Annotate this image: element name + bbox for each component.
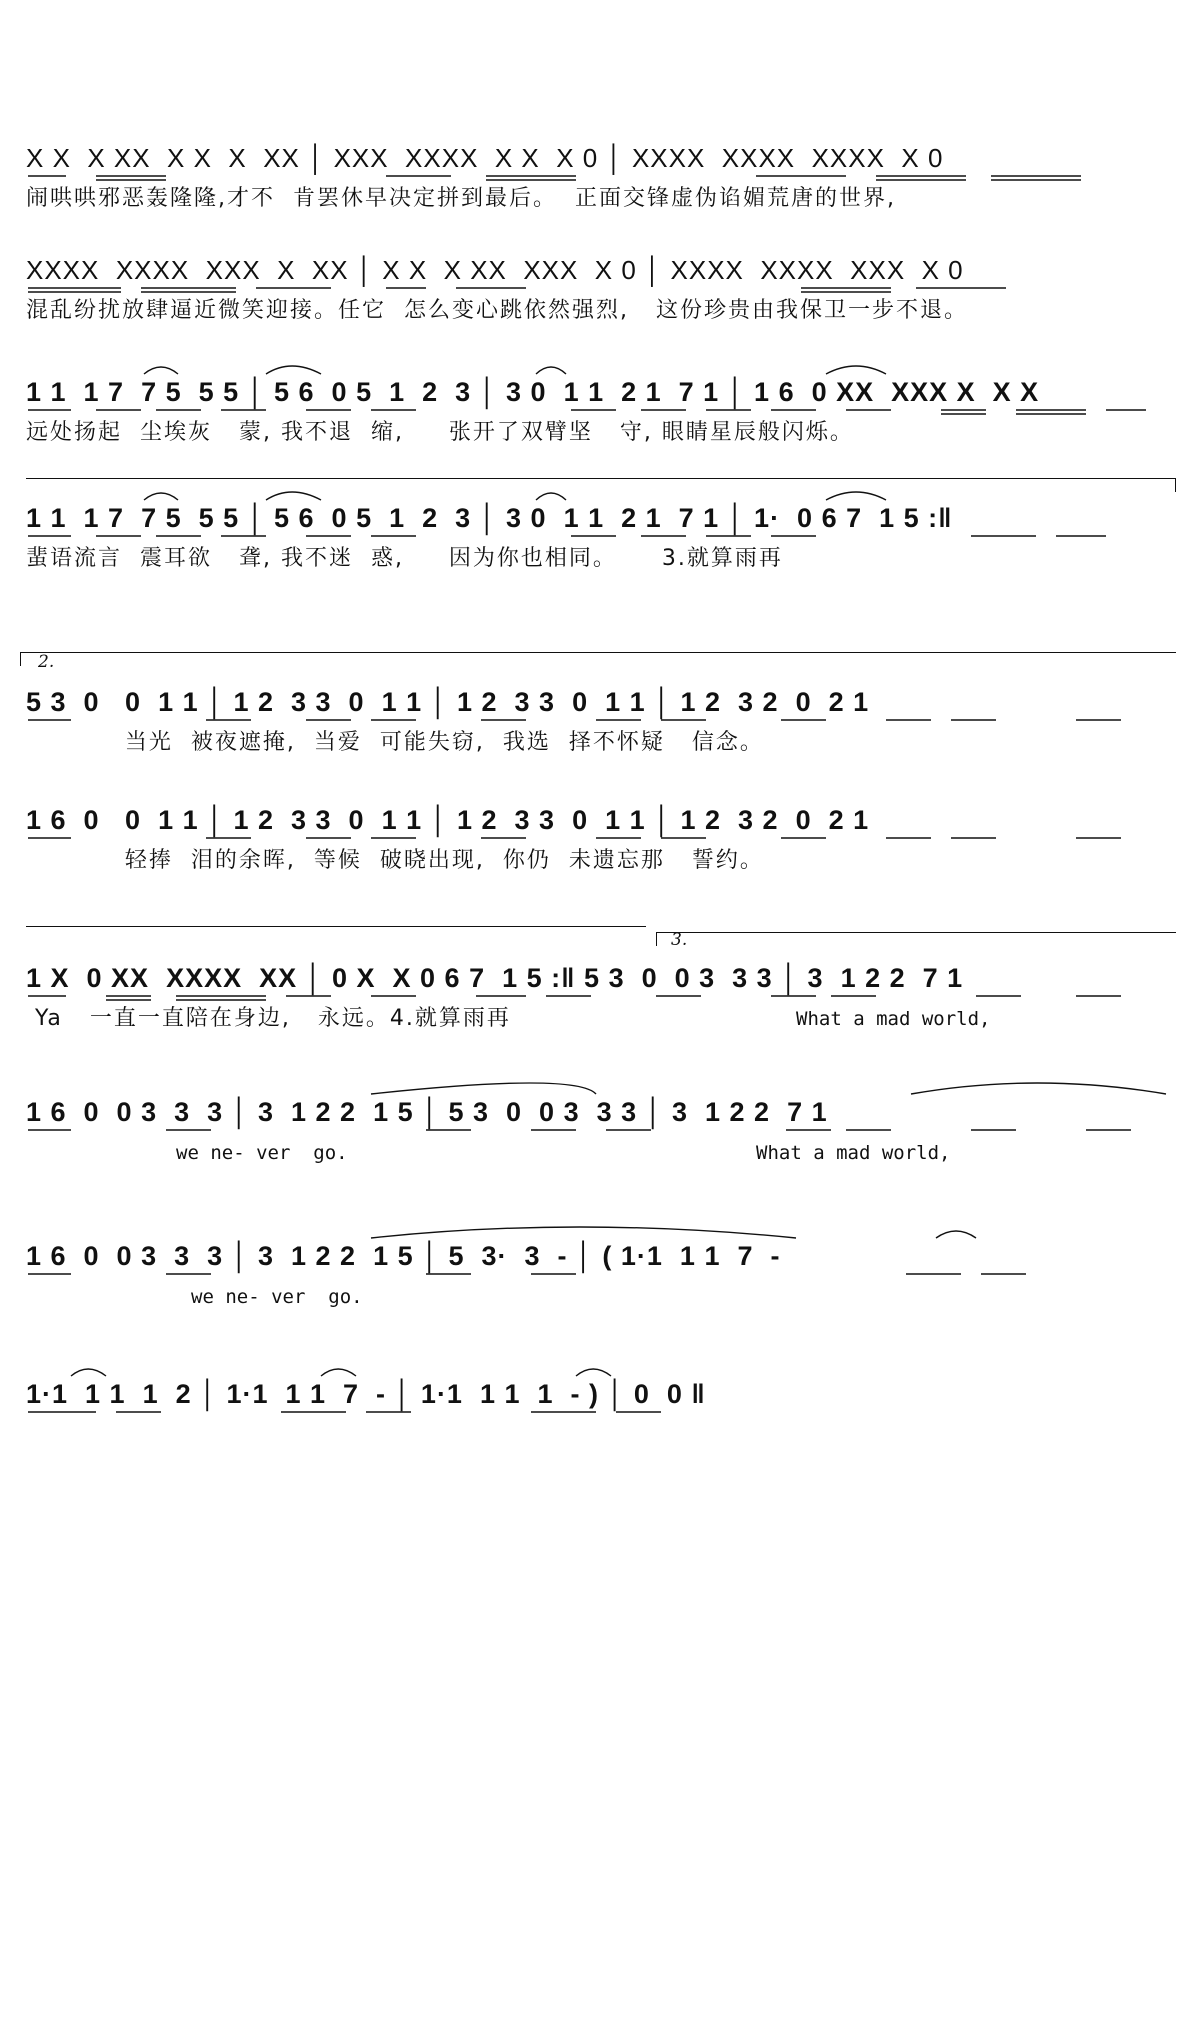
volta-bracket-line bbox=[656, 932, 1176, 933]
volta-bracket-start bbox=[20, 652, 21, 666]
lyric-line: 远处扬起 尘埃灰 蒙, 我不退 缩, 张开了双臂坚 守, 眼睛星辰般闪烁。 bbox=[26, 420, 854, 445]
lyric-line: 当光 被夜遮掩, 当爱 可能失窃, 我选 择不怀疑 信念。 bbox=[26, 730, 764, 755]
beam-underlines bbox=[26, 286, 1176, 296]
english-lyric: we ne- ver go. bbox=[176, 1142, 348, 1164]
notation-line: 1 X 0 XX XXXX XX │ 0 X X 0 6 7 1 5 :‖ 5 3 0 0 3 3 3 │ 3 1 2 2 7 1 bbox=[26, 963, 964, 993]
english-lyric: we ne- ver go. bbox=[191, 1286, 363, 1308]
notation-line: 1 6 0 0 1 1 │ 1 2 3 3 0 1 1 │ 1 2 3 3 0 1 1 │ 1 2 3 2 0 2 1 bbox=[26, 805, 870, 835]
beam-underlines bbox=[26, 836, 1176, 846]
notation-line: 1 1 1 7 7 5 5 5 │ 5 6 0 5 1 2 3 │ 3 0 1 1 2 1 7 1 │ 1 6 0 XX XXX X X X bbox=[26, 377, 1040, 407]
beam-underlines bbox=[26, 718, 1176, 728]
beam-underlines bbox=[26, 1128, 1176, 1138]
english-lyric: What a mad world, bbox=[796, 1008, 991, 1030]
beam-underlines bbox=[26, 174, 1176, 184]
lyric-line: 蜚语流言 震耳欲 聋, 我不迷 惑, 因为你也相同。 3.就算雨再 bbox=[26, 546, 783, 571]
volta-bracket-line bbox=[20, 652, 1176, 653]
lyric-line: 轻捧 泪的余晖, 等候 破晓出现, 你仍 未遗忘那 誓约。 bbox=[26, 848, 764, 873]
repeat-bracket-line bbox=[26, 478, 1176, 479]
beam-underlines bbox=[26, 534, 1176, 544]
lyric-line: 混乱纷扰放肆逼近微笑迎接。任它 怎么变心跳依然强烈, 这份珍贵由我保卫一步不退。 bbox=[26, 298, 968, 323]
beam-underlines bbox=[26, 1410, 1176, 1420]
notation-line: 1 1 1 7 7 5 5 5 │ 5 6 0 5 1 2 3 │ 3 0 1 1 2 1 7 1 │ 1· 0 6 7 1 5 :‖ bbox=[26, 503, 953, 533]
volta-number: 3. bbox=[671, 930, 688, 950]
beam-underlines bbox=[26, 1272, 1176, 1282]
notation-line: 1·1 1 1 1 2 │ 1·1 1 1 7 - │ 1·1 1 1 1 - ) │ 0 0 ‖ bbox=[26, 1379, 706, 1409]
notation-line: 1 6 0 0 3 3 3 │ 3 1 2 2 1 5 │ 5 3· 3 - │ ( 1·1 1 1 7 - bbox=[26, 1241, 781, 1271]
volta-bracket-start bbox=[656, 932, 657, 946]
volta-number: 2. bbox=[38, 652, 55, 672]
beam-underlines bbox=[26, 994, 1176, 1004]
english-lyric: What a mad world, bbox=[756, 1142, 951, 1164]
lyric-line: 闹哄哄邪恶轰隆隆,才不 肯罢休早决定拼到最后。 正面交锋虚伪谄媚荒唐的世界, bbox=[26, 186, 896, 211]
notation-line: 5 3 0 0 1 1 │ 1 2 3 3 0 1 1 │ 1 2 3 3 0 1 1 │ 1 2 3 2 0 2 1 bbox=[26, 687, 870, 717]
notation-line: 1 6 0 0 3 3 3 │ 3 1 2 2 1 5 │ 5 3 0 0 3 3 3 │ 3 1 2 2 7 1 bbox=[26, 1097, 828, 1127]
notation-line: XXXX XXXX XXX X XX │ X X X XX XXX X 0 │ XXXX XXXX XXX X 0 bbox=[26, 255, 964, 285]
notation-line: X X X XX X X X XX │ XXX XXXX X X X 0 │ XXXX XXXX XXXX X 0 bbox=[26, 143, 944, 173]
repeat-bracket-line bbox=[26, 926, 646, 927]
lyric-line: Ya 一直一直陪在身边, 永远。4.就算雨再 bbox=[26, 1006, 511, 1031]
beam-underlines bbox=[26, 408, 1176, 418]
